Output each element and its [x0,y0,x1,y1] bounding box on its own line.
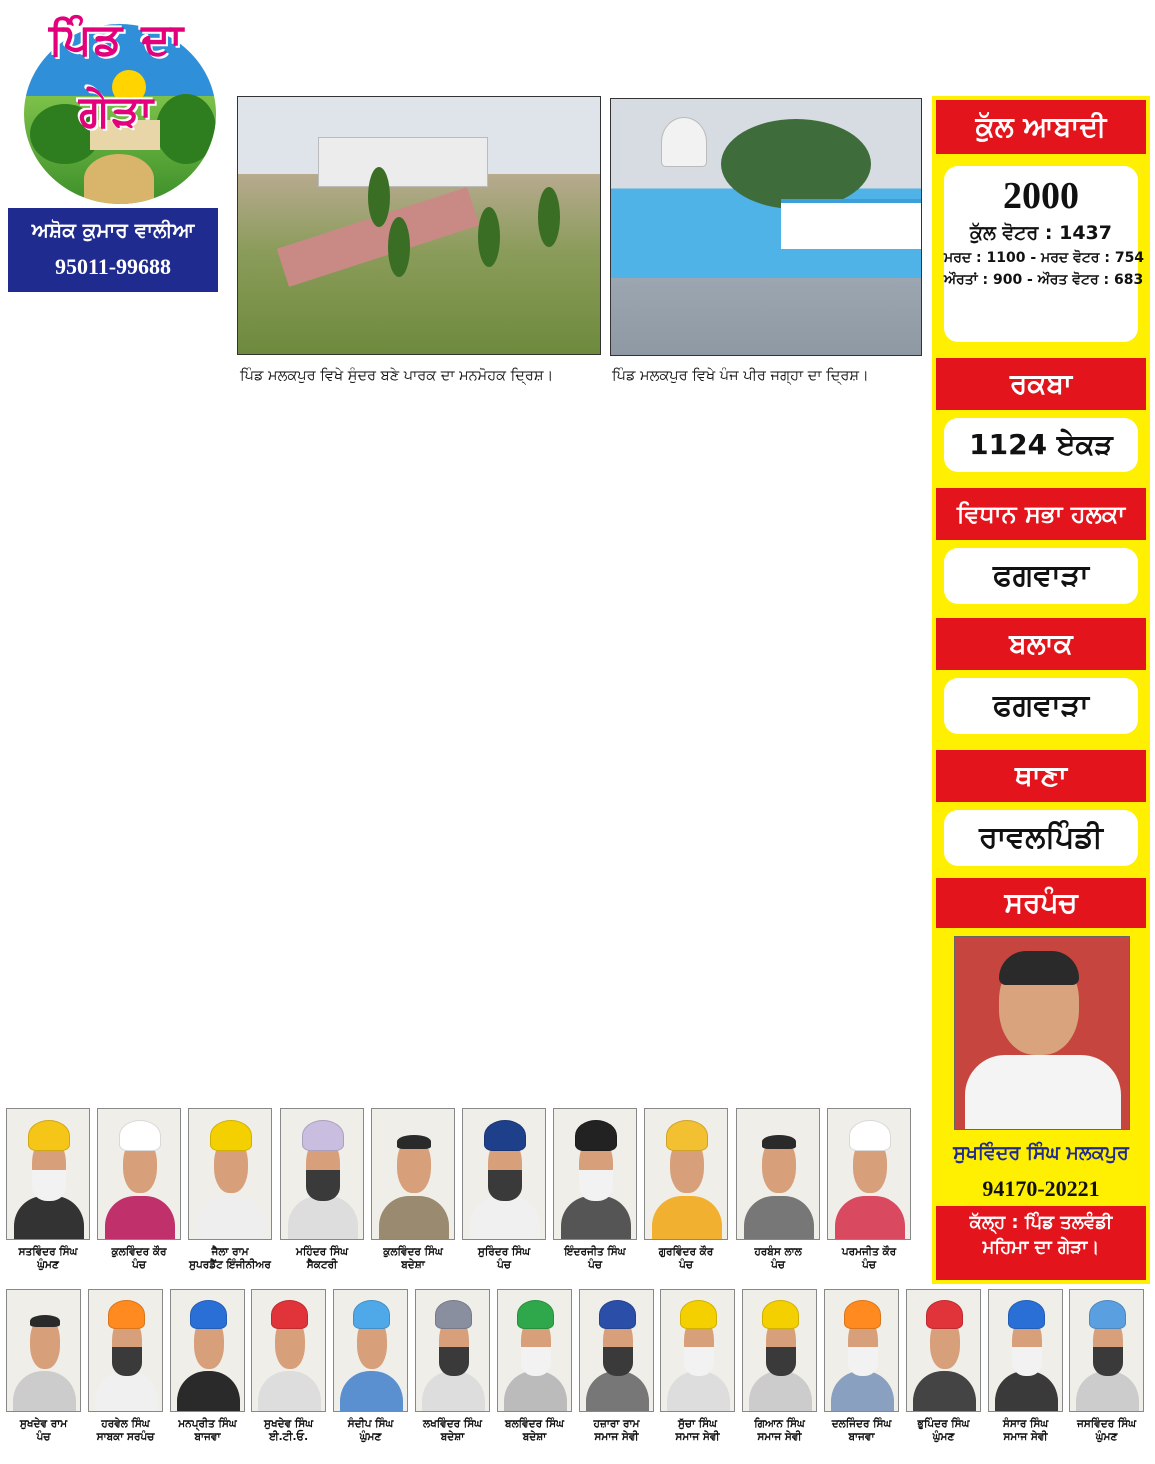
turban-shape [119,1120,161,1152]
hair-shape [762,1135,796,1148]
person-card [6,1289,81,1444]
body-shape [831,1371,894,1412]
body-shape [835,1196,906,1240]
person-role: ਸੈਕਟਰੀ [306,1259,338,1271]
person-name: ਸੁਖਦੇਵ ਰਾਮ [19,1418,68,1430]
beard-shape [603,1347,633,1377]
turban-shape [271,1300,309,1330]
hair-shape [999,951,1079,985]
area-heading: ਰਕਬਾ [936,358,1146,410]
turban-shape [28,1120,70,1152]
turban-shape [599,1300,637,1330]
body-shape [913,1371,976,1412]
person-card [579,1289,654,1444]
beard-shape [488,1170,522,1202]
person-card [660,1289,735,1444]
beard-shape [766,1347,796,1377]
person-photo [644,1108,728,1240]
turban-shape [484,1120,526,1152]
person-role: ਬਦੇਸ਼ਾ [401,1259,425,1271]
tree-shape [721,119,871,209]
person-role: ਘੁੰਮਣ [37,1259,59,1271]
police-station-value: ਰਾਵਲਪਿੰਡੀ [944,810,1138,866]
turban-shape [190,1300,228,1330]
person-photo [660,1289,735,1412]
body-shape [744,1196,815,1240]
men-voters-value: ਮਰਦ : 1100 - ਮਰਦ ਵੋਟਰ : 754 [944,250,1145,266]
person-photo [415,1289,490,1412]
person-name: ਇੰਦਰਜੀਤ ਸਿੰਘ [564,1246,626,1258]
person-photo [553,1108,637,1240]
person-name: ਮਨਪ੍ਰੀਤ ਸਿੰਘ [178,1418,237,1430]
person-photo [579,1289,654,1412]
person-photo [188,1108,272,1240]
sarpanch-heading: ਸਰਪੰਚ [936,878,1146,928]
dome-shape [661,117,707,167]
tree-icon [156,94,216,164]
person-name: ਜੈਲਾ ਰਾਮ [211,1246,249,1258]
person-name: ਸੰਦੀਪ ਸਿੰਘ [347,1418,394,1430]
logo-title: ਪਿੰਡ ਦਾ ਗੇੜਾ [48,14,186,137]
person-card [371,1108,455,1272]
body-shape [652,1196,723,1240]
author-box [8,206,218,292]
path-icon [84,154,154,204]
temple-photo [610,98,922,356]
beard-shape [684,1347,714,1377]
person-card [497,1289,572,1444]
body-shape [340,1371,403,1412]
arches-shape [781,199,921,249]
person-photo [88,1289,163,1412]
person-card [415,1289,490,1444]
person-name: ਦਲਜਿੰਦਰ ਸਿੰਘ [831,1418,892,1430]
beard-shape [306,1170,340,1202]
beard-shape [1093,1347,1123,1377]
person-role: ਪੰਚ [771,1259,785,1271]
person-role: ਘੁੰਮਣ [359,1431,382,1443]
temple-photo-caption: ਪਿੰਡ ਮਲਕਪੁਰ ਵਿਖੇ ਪੰਜ ਪੀਰ ਜਗ੍ਹਾ ਦਾ ਦ੍ਰਿਸ਼। [612,368,869,384]
person-name: ਬਲਵਿੰਦਰ ਸਿੰਘ [505,1418,564,1430]
tree-shape [388,217,410,277]
person-photo [97,1108,181,1240]
population-value: 2000 [1003,175,1079,217]
body-shape [379,1196,450,1240]
turban-shape [849,1120,891,1152]
person-role: ਪੰਚ [497,1259,511,1271]
body-shape [995,1371,1058,1412]
person-name: ਹਰਬੰਸ ਲਾਲ [754,1246,802,1258]
beard-shape [1012,1347,1042,1377]
beard-shape [579,1170,613,1202]
person-name: ਕੁਲਵਿੰਦਰ ਸਿੰਘ [383,1246,443,1258]
person-name: ਹਜ਼ਾਰਾ ਰਾਮ [593,1418,640,1430]
sarpanch-name: ਸੁਖਵਿੰਦਰ ਸਿੰਘ ਮਲਕਪੁਰ [953,1142,1129,1164]
person-card [280,1108,364,1272]
person-name: ਗੁਰਵਿੰਦਰ ਕੌਰ [658,1246,714,1258]
body-shape [95,1371,158,1412]
body-shape [561,1196,632,1240]
beard-shape [848,1347,878,1377]
building-shape [318,137,488,187]
author-name: ਅਸ਼ੋਕ ਕੁਮਾਰ ਵਾਲੀਆ [31,218,195,242]
person-photo [462,1108,546,1240]
person-name: ਸੰਸਾਰ ਸਿੰਘ [1002,1418,1049,1430]
person-photo [6,1108,90,1240]
body-shape [749,1371,812,1412]
person-role: ਬਦੇਸ਼ਾ [522,1431,547,1443]
person-card [333,1289,408,1444]
person-photo [170,1289,245,1412]
next-village-line2: ਮਹਿਮਾ ਦਾ ਗੇੜਾ। [982,1237,1100,1258]
person-photo [906,1289,981,1412]
turban-shape [210,1120,252,1152]
person-photo [333,1289,408,1412]
assembly-value: ਫਗਵਾੜਾ [944,548,1138,604]
person-photo [371,1108,455,1240]
person-card [97,1108,181,1272]
person-card [462,1108,546,1272]
village-info-panel [932,96,1150,1284]
block-heading: ਬਲਾਕ [936,618,1146,670]
person-name: ਲਖਵਿੰਦਰ ਸਿੰਘ [422,1418,482,1430]
person-role: ਪੰਚ [862,1259,876,1271]
person-card [906,1289,981,1444]
person-photo [6,1289,81,1412]
person-role: ਸਮਾਜ ਸੇਵੀ [757,1431,802,1443]
sarpanch-photo [954,936,1130,1130]
turban-shape [1008,1300,1046,1330]
body-shape [470,1196,541,1240]
person-card [553,1108,637,1272]
person-card [824,1289,899,1444]
turban-shape [517,1300,555,1330]
area-value: 1124 ਏਕੜ [944,418,1138,472]
person-role: ਸਾਬਕਾ ਸਰਪੰਚ [96,1431,155,1443]
person-role: ਸਮਾਜ ਸੇਵੀ [1003,1431,1048,1443]
turban-shape [844,1300,882,1330]
tree-shape [538,187,560,247]
person-role: ਘੁੰਮਣ [1095,1431,1118,1443]
person-photo [497,1289,572,1412]
hair-shape [397,1135,431,1148]
park-photo-caption: ਪਿੰਡ ਮਲਕਪੁਰ ਵਿਖੇ ਸੁੰਦਰ ਬਣੇ ਪਾਰਕ ਦਾ ਮਨਮੋਹਕ ਦ੍ਰਿਸ਼। [240,368,554,384]
person-card [988,1289,1063,1444]
person-card [736,1108,820,1272]
person-role: ਬਾਜਵਾ [194,1431,221,1443]
person-photo [824,1289,899,1412]
population-box [944,166,1145,342]
person-role: ਪੰਚ [36,1431,51,1443]
author-phone: 95011-99688 [54,254,172,279]
women-voters-value: ਔਰਤਾਂ : 900 - ਔਰਤ ਵੋਟਰ : 683 [944,272,1144,288]
person-name: ਸੁਖਦੇਵ ਸਿੰਘ [263,1418,313,1430]
beard-shape [439,1347,469,1377]
next-village-box [936,1206,1146,1280]
person-card [742,1289,817,1444]
tree-shape [368,167,390,227]
assembly-heading: ਵਿਧਾਨ ਸਭਾ ਹਲਕਾ [936,488,1146,540]
person-photo [280,1108,364,1240]
person-name: ਮਹਿੰਦਰ ਸਿੰਘ [295,1246,349,1258]
tree-shape [478,207,500,267]
person-photo [1069,1289,1144,1412]
person-card [251,1289,326,1444]
person-name: ਪਰਮਜੀਤ ਕੌਰ [841,1246,897,1258]
person-role: ਸੁਪਰਡੈਂਟ ਇੰਜੀਨੀਅਰ [189,1259,271,1271]
turban-shape [435,1300,473,1330]
body-shape [14,1196,85,1240]
hair-shape [30,1315,60,1327]
person-card [1069,1289,1144,1444]
person-role: ਪੰਚ [132,1259,146,1271]
block-value: ਫਗਵਾੜਾ [944,678,1138,734]
beard-shape [112,1347,142,1377]
body-shape [196,1196,267,1240]
person-role: ਘੁੰਮਣ [932,1431,955,1443]
police-station-heading: ਥਾਣਾ [936,750,1146,802]
person-photo [742,1289,817,1412]
person-name: ਸੁੱਚਾ ਸਿੰਘ [678,1418,717,1430]
person-card [188,1108,272,1272]
body-shape [105,1196,176,1240]
beard-shape [32,1170,66,1202]
turban-shape [926,1300,964,1330]
park-photo [237,96,601,355]
voters-value: ਕੁੱਲ ਵੋਟਰ : 1437 [970,222,1112,244]
person-name: ਗਿਆਨ ਸਿੰਘ [754,1418,805,1430]
body-shape [177,1371,240,1412]
person-card [644,1108,728,1272]
body-shape [288,1196,359,1240]
body-shape [422,1371,485,1412]
person-name: ਭੁਪਿੰਦਰ ਸਿੰਘ [917,1418,970,1430]
turban-shape [1089,1300,1127,1330]
population-heading: ਕੁੱਲ ਆਬਾਦੀ [936,100,1146,154]
person-role: ਪੰਚ [588,1259,602,1271]
turban-shape [353,1300,391,1330]
person-card [170,1289,245,1444]
person-role: ਬਦੇਸ਼ਾ [440,1431,465,1443]
beard-shape [521,1347,551,1377]
body-shape [586,1371,649,1412]
logo [8,4,226,204]
turban-shape [302,1120,344,1152]
person-role: ਈ.ਟੀ.ਓ. [268,1431,309,1443]
turban-shape [108,1300,146,1330]
person-name: ਸੁਰਿੰਦਰ ਸਿੰਘ [477,1246,531,1258]
person-role: ਪੰਚ [679,1259,693,1271]
person-name: ਹਰਵੇਲ ਸਿੰਘ [101,1418,150,1430]
person-role: ਬਾਜਵਾ [848,1431,875,1443]
person-name: ਕੁਲਵਿੰਦਰ ਕੌਰ [111,1246,167,1258]
body-shape [1076,1371,1139,1412]
body-shape [258,1371,321,1412]
body-shape [667,1371,730,1412]
person-name: ਸਤਵਿੰਦਰ ਸਿੰਘ [18,1246,78,1258]
person-photo [988,1289,1063,1412]
body-shape [13,1371,76,1412]
next-village-line1: ਕੱਲ੍ਹ : ਪਿੰਡ ਤਲਵੰਡੀ [969,1212,1113,1233]
person-card [88,1289,163,1444]
person-photo [736,1108,820,1240]
person-role: ਸਮਾਜ ਸੇਵੀ [594,1431,639,1443]
shirt-shape [965,1055,1121,1130]
person-photo [251,1289,326,1412]
person-role: ਸਮਾਜ ਸੇਵੀ [675,1431,720,1443]
person-name: ਜਸਵਿੰਦਰ ਸਿੰਘ [1076,1418,1137,1430]
turban-shape [666,1120,708,1152]
turban-shape [575,1120,617,1152]
person-photo [827,1108,911,1240]
sarpanch-phone: 94170-20221 [982,1176,1100,1201]
turban-shape [680,1300,718,1330]
body-shape [504,1371,567,1412]
turban-shape [762,1300,800,1330]
person-card [6,1108,90,1272]
person-card [827,1108,911,1272]
